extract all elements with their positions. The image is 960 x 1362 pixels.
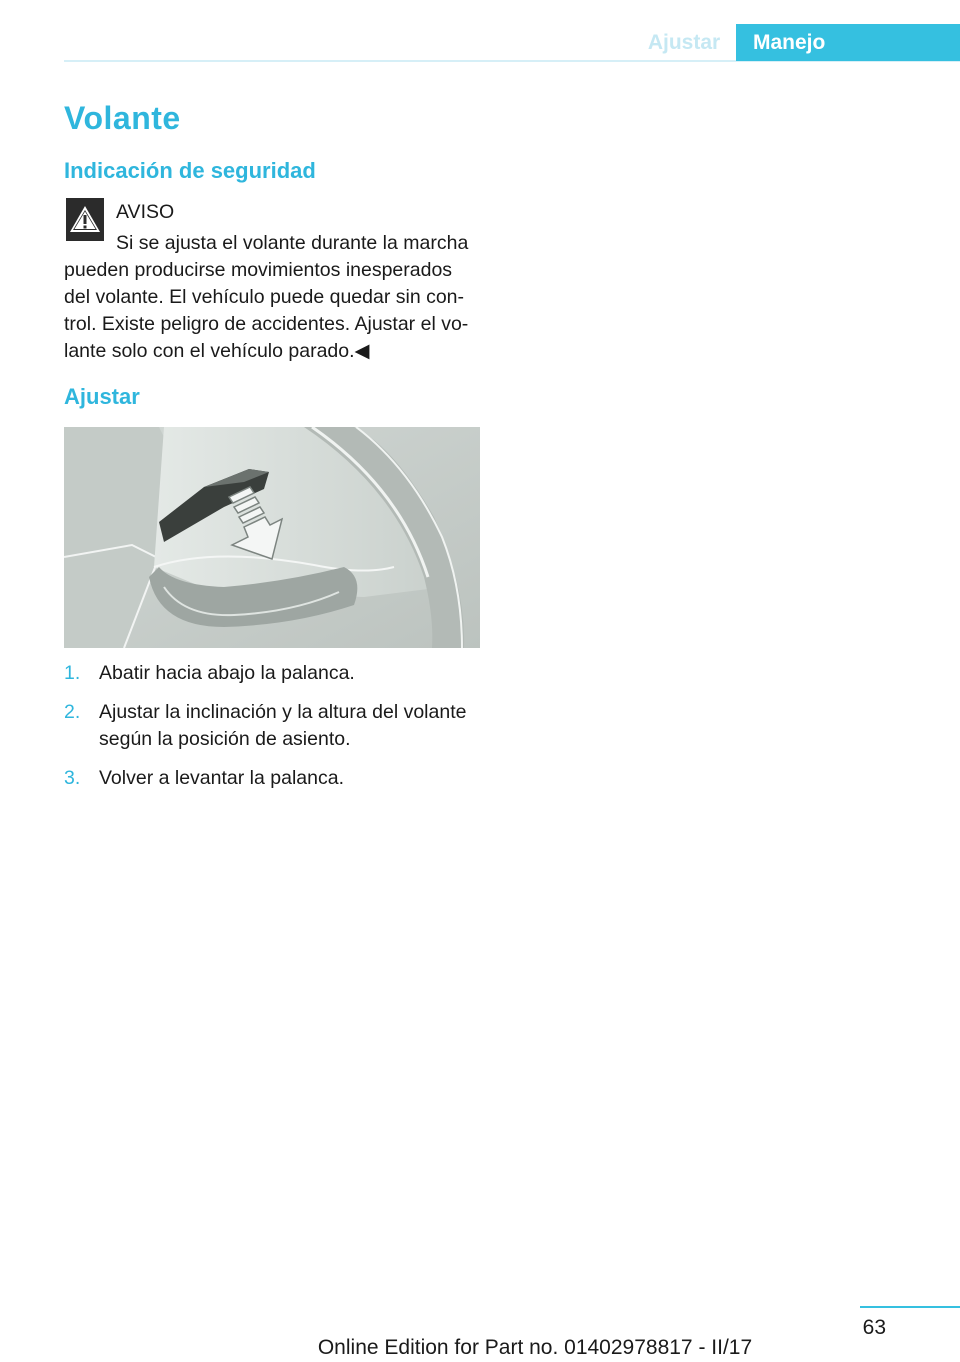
step-line: Ajustar la inclinación y la altura del volante (99, 701, 467, 723)
page-title: Volante (64, 100, 181, 136)
steps-list (64, 660, 484, 804)
warning-triangle-icon (66, 198, 104, 241)
step-number: 3. (64, 767, 81, 789)
step-line: Abatir hacia abajo la palanca. (99, 662, 355, 684)
adjust-heading: Ajustar (64, 384, 140, 409)
warning-text (64, 257, 484, 365)
step-text (99, 660, 484, 687)
warning-line: trol. Existe peligro de accidentes. Ajustar el vo- (64, 313, 469, 335)
step-line: según la posición de asiento. (99, 728, 351, 750)
step-number: 1. (64, 662, 81, 684)
step-line: Volver a levantar la palanca. (99, 767, 344, 789)
warning-line: lante solo con el vehículo parado.◀ (64, 340, 370, 362)
section-tab[interactable]: Ajustar (647, 30, 721, 54)
list-item (64, 699, 484, 753)
warning-line: Si se ajusta el volante durante la marcha (116, 232, 469, 254)
list-item (64, 660, 484, 687)
chapter-tab[interactable]: Manejo (736, 24, 960, 61)
warning-line: pueden producirse movimientos inesperados (64, 259, 453, 281)
list-item (64, 765, 484, 792)
page-number: 63 (862, 1316, 886, 1339)
step-number: 2. (64, 701, 81, 723)
step-text (99, 699, 484, 753)
warning-label: AVISO (116, 201, 175, 223)
footer-edition: Online Edition for Part no. 01402978817 - II/17 (317, 1336, 753, 1359)
footer-rule (860, 1306, 960, 1308)
steering-lever-illustration (64, 427, 480, 648)
step-text (99, 765, 484, 792)
safety-heading: Indicación de seguridad (64, 158, 316, 183)
warning-line: del volante. El vehículo puede quedar sin con- (64, 286, 465, 308)
